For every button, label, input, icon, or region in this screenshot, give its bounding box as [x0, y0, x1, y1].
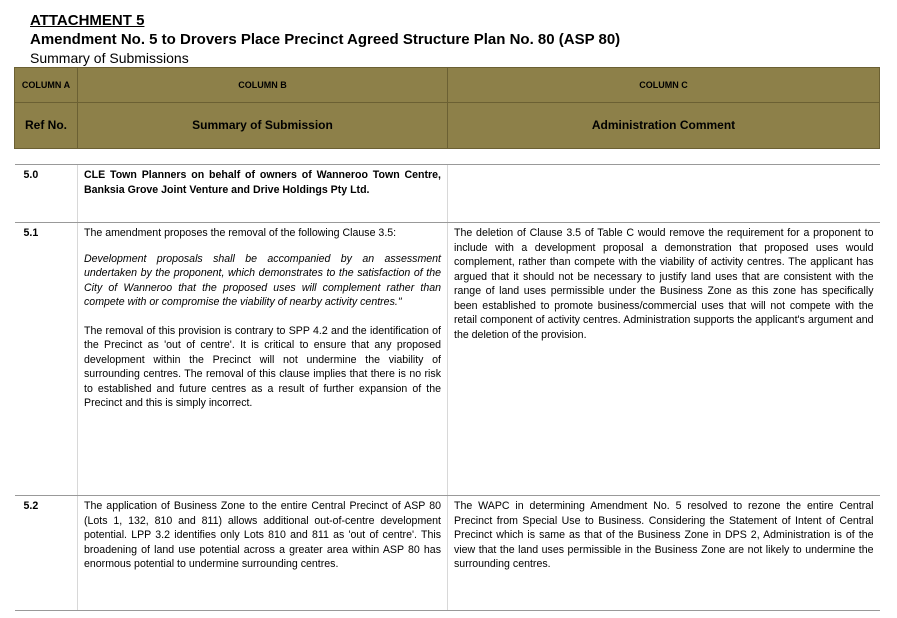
comment-cell [448, 165, 880, 223]
comment-cell [448, 496, 880, 611]
comment-text: The deletion of Clause 3.5 of Table C would remove the requirement for a proponent to include with a development proposal a demonstration that proposed uses would complement, rather than compete with the viability of activity centres. The applicant has argued that it should not be necessary to justify land uses that are consistent with the range of land uses permissible under the Business Zone as this zone has specifically been established to promote business/commercial uses that will not compete with the retail component of activity centres. Administration supports the applicant's argument and the deletion of the provision. [454, 227, 874, 341]
comment-header: Administration Comment [448, 103, 880, 149]
summary-text: The application of Business Zone to the entire Central Precinct of ASP 80 (Lots 1, 132, 810 and 811) allows additional out-of-centre development potential. LPP 3.2 identifies only Lots 810 and 811 as 'out of centre'. This broadening of land use potential across a greater area within ASP 80 has enormous potential to undermine surrounding centres. [84, 500, 441, 570]
summary-cell [78, 223, 448, 496]
table-row [15, 496, 880, 611]
header-spacer [15, 149, 880, 165]
summary-header: Summary of Submission [78, 103, 448, 149]
document-subtitle: Summary of Submissions [30, 50, 189, 66]
summary-cell [78, 496, 448, 611]
ref-no-header: Ref No. [15, 103, 78, 149]
column-b-header: COLUMN B [78, 68, 448, 103]
table-row [15, 165, 880, 223]
column-title-header-row [15, 103, 880, 149]
ref-cell: 5.2 [15, 496, 78, 611]
submitter-name: CLE Town Planners on behalf of owners of Wanneroo Town Centre, Banksia Grove Joint Venture and Drive Holdings Pty Ltd. [84, 169, 441, 196]
submissions-table [14, 67, 880, 611]
attachment-label: ATTACHMENT 5 [30, 12, 145, 29]
summary-cell [78, 165, 448, 223]
comment-text: The WAPC in determining Amendment No. 5 resolved to rezone the entire Central Precinct from Special Use to Business. Considering the Statement of Intent of Central Precinct which is same as that of the Business Zone in DPS 2, Administration is of the view that the land uses permissible in the Business Zone are not likely to undermine the surrounding centres. [454, 500, 874, 570]
summary-intro: The amendment proposes the removal of the following Clause 3.5: [84, 227, 397, 239]
ref-cell: 5.0 [15, 165, 78, 223]
summary-quote: Development proposals shall be accompanied by an assessment undertaken by the proponent, which demonstrates to the satisfaction of the City of Wanneroo that the proposed uses will complement rather than compete with or compromise the viability of nearby activity centres." [84, 252, 441, 308]
document-title: Amendment No. 5 to Drovers Place Precinct Agreed Structure Plan No. 80 (ASP 80) [30, 31, 621, 48]
column-c-header: COLUMN C [448, 68, 880, 103]
summary-body: The removal of this provision is contrary to SPP 4.2 and the identification of the Precinct as 'out of centre'. It is critical to ensure that any proposed development within the Precinct will not undermine the viability of surrounding centres. The removal of this clause implies that there is no risk to established and future centres as a result of further expansion of the Precinct and this is simply incorrect. [84, 324, 441, 409]
table-row [15, 223, 880, 496]
column-a-header: COLUMN A [15, 68, 78, 103]
ref-cell: 5.1 [15, 223, 78, 496]
column-letter-header-row [15, 68, 880, 103]
comment-cell [448, 223, 880, 496]
